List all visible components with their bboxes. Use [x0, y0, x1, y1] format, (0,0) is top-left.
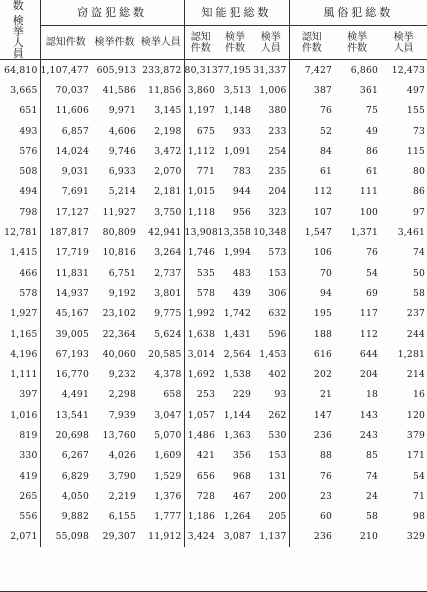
cell-intellectual-arrested: 573 — [253, 243, 289, 263]
cell-moral-arrested: 115 — [406, 145, 426, 157]
cell-intellectual-arrested: 1,006 — [253, 80, 289, 100]
cell-total-arrests: 493 — [0, 121, 40, 141]
cell-intellectual-recognized: 1,197 — [187, 105, 216, 117]
cell-total-arrests: 265 — [0, 486, 40, 506]
cell-theft-cleared: 10,816 — [102, 247, 136, 259]
cell-intellectual-recognized: 535 — [196, 267, 216, 279]
cell-moral-cleared: 112 — [359, 328, 379, 340]
header-col0-sub: 検挙人員 — [12, 14, 27, 60]
cell-intellectual-recognized: 656 — [196, 470, 216, 482]
cell-intellectual-cleared: 439 — [232, 287, 252, 299]
cell-theft-cleared: 22,364 — [102, 328, 136, 340]
cell-total-arrests: 1,016 — [0, 405, 40, 425]
cell-theft-cleared: 13,760 — [102, 429, 136, 441]
cell-intellectual-recognized: 1,186 — [187, 511, 216, 523]
cell-moral-recognized: 107 — [313, 206, 333, 218]
cell-moral-arrested: 16 — [412, 389, 426, 401]
cell-theft-recognized: 11,831 — [55, 267, 89, 279]
cell-moral-recognized: 112 — [313, 186, 333, 198]
cell-theft-cleared: 9,971 — [108, 105, 136, 117]
header-moral-recognized: 認知件数 — [289, 26, 334, 60]
header-intellectual-recognized: 認知件数 — [184, 26, 217, 60]
cell-intellectual-recognized: 1,118 — [187, 206, 216, 218]
cell-intellectual-cleared: 968 — [232, 470, 252, 482]
cell-intellectual-recognized: 771 — [196, 166, 216, 178]
cell-theft-arrested: 2,737 — [138, 263, 184, 283]
cell-moral-recognized: 147 — [313, 409, 333, 421]
cell-theft-arrested: 3,801 — [138, 283, 184, 303]
cell-intellectual-cleared: 1,148 — [223, 105, 252, 117]
cell-theft-recognized: 11,606 — [55, 105, 89, 117]
cell-theft-recognized: 16,770 — [55, 369, 89, 381]
cell-theft-arrested: 5,624 — [138, 324, 184, 344]
cell-intellectual-cleared: 1,144 — [223, 409, 252, 421]
cell-moral-cleared: 204 — [359, 369, 379, 381]
cell-intellectual-cleared: 3,513 — [223, 84, 252, 96]
cell-theft-recognized: 45,167 — [55, 308, 89, 320]
cell-moral-cleared: 24 — [365, 490, 379, 502]
cell-moral-cleared: 210 — [359, 531, 379, 543]
cell-moral-arrested: 214 — [406, 369, 426, 381]
table-row — [0, 446, 427, 466]
cell-theft-arrested: 233,872 — [138, 60, 184, 81]
header-theft-cleared: 検挙件数 — [91, 26, 138, 60]
cell-moral-cleared: 1,371 — [350, 227, 379, 239]
cell-intellectual-cleared: 1,264 — [223, 511, 252, 523]
cell-intellectual-cleared: 229 — [232, 389, 252, 401]
cell-moral-arrested: 54 — [412, 470, 426, 482]
cell-theft-recognized: 1,107,477 — [40, 64, 90, 76]
cell-theft-cleared: 9,192 — [108, 287, 136, 299]
cell-moral-cleared: 86 — [365, 145, 379, 157]
header-theft-arrested: 検挙人員 — [138, 26, 184, 60]
cell-theft-cleared: 23,102 — [102, 308, 136, 320]
cell-moral-arrested: 171 — [406, 450, 426, 462]
cell-theft-arrested: 2,181 — [138, 182, 184, 202]
cell-moral-cleared: 74 — [365, 470, 379, 482]
cell-intellectual-arrested: 233 — [253, 121, 289, 141]
cell-total-arrests: 1,111 — [0, 364, 40, 384]
table-row — [0, 324, 427, 344]
cell-intellectual-cleared: 77,195 — [217, 64, 252, 76]
cell-theft-recognized: 17,127 — [55, 206, 89, 218]
cell-intellectual-arrested: 262 — [253, 405, 289, 425]
cell-moral-arrested: 329 — [406, 531, 426, 543]
cell-theft-recognized: 67,193 — [55, 348, 89, 360]
cell-intellectual-arrested: 235 — [253, 161, 289, 181]
cell-intellectual-recognized: 3,860 — [187, 84, 216, 96]
table-row — [0, 80, 427, 100]
cell-moral-recognized: 52 — [319, 125, 333, 137]
cell-total-arrests: 576 — [0, 141, 40, 161]
cell-intellectual-arrested: 200 — [253, 486, 289, 506]
cell-moral-recognized: 195 — [313, 308, 333, 320]
cell-intellectual-cleared: 467 — [232, 490, 252, 502]
cell-total-arrests: 419 — [0, 466, 40, 486]
cell-moral-cleared: 54 — [365, 267, 379, 279]
cell-intellectual-arrested: 530 — [253, 425, 289, 445]
cell-theft-cleared: 40,060 — [102, 348, 136, 360]
cell-total-arrests: 397 — [0, 385, 40, 405]
cell-moral-cleared: 117 — [359, 308, 379, 320]
cell-theft-arrested: 658 — [138, 385, 184, 405]
cell-theft-recognized: 20,698 — [55, 429, 89, 441]
cell-theft-cleared: 4,026 — [108, 450, 136, 462]
cell-moral-recognized: 88 — [319, 450, 333, 462]
cell-moral-recognized: 76 — [319, 470, 333, 482]
cell-theft-recognized: 6,829 — [61, 470, 89, 482]
table-row — [0, 141, 427, 161]
cell-intellectual-recognized: 728 — [196, 490, 216, 502]
cell-theft-cleared: 9,232 — [108, 369, 136, 381]
cell-intellectual-arrested: 632 — [253, 304, 289, 324]
cell-intellectual-recognized: 675 — [196, 125, 216, 137]
cell-total-arrests: 1,165 — [0, 324, 40, 344]
header-intellectual-arrested: 検挙人員 — [253, 26, 289, 60]
cell-moral-recognized: 23 — [319, 490, 333, 502]
table-row — [0, 60, 427, 81]
cell-total-arrests: 64,810 — [0, 60, 40, 81]
cell-moral-arrested: 3,461 — [397, 227, 426, 239]
cell-intellectual-arrested: 402 — [253, 364, 289, 384]
table-header — [0, 0, 427, 60]
cell-moral-arrested: 98 — [412, 511, 426, 523]
cell-total-arrests: 466 — [0, 263, 40, 283]
cell-intellectual-recognized: 13,908 — [184, 227, 218, 239]
table-row — [0, 405, 427, 425]
cell-total-arrests: 494 — [0, 182, 40, 202]
cell-intellectual-arrested: 254 — [253, 141, 289, 161]
cell-intellectual-arrested: 596 — [253, 324, 289, 344]
cell-intellectual-cleared: 783 — [232, 166, 252, 178]
cell-moral-arrested: 71 — [412, 490, 426, 502]
cell-theft-recognized: 9,882 — [61, 511, 89, 523]
table-row — [0, 507, 427, 527]
table-row — [0, 283, 427, 303]
cell-total-arrests: 1,927 — [0, 304, 40, 324]
cell-intellectual-arrested: 204 — [253, 182, 289, 202]
header-intellectual-cleared: 検挙件数 — [217, 26, 253, 60]
cell-intellectual-cleared: 1,091 — [223, 145, 252, 157]
cell-theft-cleared: 6,155 — [108, 511, 136, 523]
cell-intellectual-recognized: 1,992 — [187, 308, 216, 320]
cell-intellectual-cleared: 483 — [232, 267, 252, 279]
table-row — [0, 527, 427, 547]
cell-moral-cleared: 644 — [359, 348, 379, 360]
table-row — [0, 222, 427, 242]
cell-moral-arrested: 80 — [412, 166, 426, 178]
cell-theft-recognized: 70,037 — [55, 84, 89, 96]
cell-theft-recognized: 6,267 — [61, 450, 89, 462]
table-row — [0, 101, 427, 121]
cell-theft-arrested: 3,750 — [138, 202, 184, 222]
cell-intellectual-recognized: 1,015 — [187, 186, 216, 198]
cell-theft-recognized: 6,857 — [61, 125, 89, 137]
cell-theft-arrested: 1,609 — [138, 446, 184, 466]
header-group-theft: 窃盗犯総数 — [40, 0, 184, 26]
cell-moral-arrested: 58 — [412, 287, 426, 299]
cell-theft-cleared: 605,913 — [96, 64, 136, 76]
cell-total-arrests: 798 — [0, 202, 40, 222]
cell-moral-recognized: 21 — [319, 389, 333, 401]
cell-moral-cleared: 111 — [359, 186, 379, 198]
cell-intellectual-cleared: 1,994 — [223, 247, 252, 259]
cell-theft-cleared: 9,746 — [108, 145, 136, 157]
cell-theft-arrested: 11,856 — [138, 80, 184, 100]
cell-theft-recognized: 4,050 — [61, 490, 89, 502]
cell-moral-arrested: 97 — [412, 206, 426, 218]
cell-theft-cleared: 6,751 — [108, 267, 136, 279]
cell-total-arrests: 330 — [0, 446, 40, 466]
cell-theft-arrested: 5,070 — [138, 425, 184, 445]
cell-intellectual-arrested: 1,137 — [253, 527, 289, 547]
cell-theft-recognized: 17,719 — [55, 247, 89, 259]
cell-total-arrests: 651 — [0, 101, 40, 121]
table-row — [0, 486, 427, 506]
cell-theft-arrested: 1,376 — [138, 486, 184, 506]
header-group-moral: 風俗犯総数 — [289, 0, 427, 26]
cell-total-arrests: 3,665 — [0, 80, 40, 100]
cell-intellectual-cleared: 1,363 — [223, 429, 252, 441]
table-row — [0, 182, 427, 202]
cell-moral-cleared: 69 — [365, 287, 379, 299]
cell-theft-cleared: 7,939 — [108, 409, 136, 421]
cell-theft-cleared: 4,606 — [108, 125, 136, 137]
table-row — [0, 121, 427, 141]
cell-moral-recognized: 76 — [319, 105, 333, 117]
cell-moral-cleared: 18 — [365, 389, 379, 401]
cell-moral-recognized: 61 — [319, 166, 333, 178]
cell-intellectual-recognized: 1,692 — [187, 369, 216, 381]
cell-moral-recognized: 616 — [313, 348, 333, 360]
table-row — [0, 385, 427, 405]
table-row — [0, 304, 427, 324]
cell-theft-arrested: 3,472 — [138, 141, 184, 161]
cell-theft-cleared: 5,214 — [108, 186, 136, 198]
cell-intellectual-cleared: 944 — [232, 186, 252, 198]
cell-moral-cleared: 49 — [365, 125, 379, 137]
cell-moral-arrested: 155 — [406, 105, 426, 117]
cell-theft-cleared: 3,790 — [108, 470, 136, 482]
cell-total-arrests: 12,781 — [0, 222, 40, 242]
header-moral-arrested: 検挙人員 — [380, 26, 427, 60]
cell-moral-arrested: 244 — [406, 328, 426, 340]
table-row — [0, 425, 427, 445]
cell-moral-recognized: 106 — [313, 247, 333, 259]
cell-theft-recognized: 7,691 — [61, 186, 89, 198]
cell-intellectual-arrested: 31,337 — [253, 60, 289, 81]
cell-moral-cleared: 243 — [359, 429, 379, 441]
cell-theft-recognized: 39,005 — [55, 328, 89, 340]
cell-moral-arrested: 50 — [412, 267, 426, 279]
cell-intellectual-recognized: 3,014 — [187, 348, 216, 360]
table-row — [0, 364, 427, 384]
cell-moral-arrested: 86 — [412, 186, 426, 198]
cell-intellectual-recognized: 1,112 — [187, 145, 216, 157]
cell-theft-recognized: 14,937 — [55, 287, 89, 299]
cell-moral-cleared: 61 — [365, 166, 379, 178]
cell-moral-cleared: 143 — [359, 409, 379, 421]
cell-intellectual-recognized: 421 — [196, 450, 216, 462]
cell-theft-arrested: 3,264 — [138, 243, 184, 263]
cell-intellectual-arrested: 153 — [253, 446, 289, 466]
table-body — [0, 60, 427, 548]
cell-moral-recognized: 387 — [313, 84, 333, 96]
cell-moral-cleared: 58 — [365, 511, 379, 523]
cell-moral-recognized: 94 — [319, 287, 333, 299]
cell-intellectual-arrested: 93 — [253, 385, 289, 405]
cell-moral-cleared: 76 — [365, 247, 379, 259]
cell-total-arrests: 508 — [0, 161, 40, 181]
cell-moral-cleared: 100 — [359, 206, 379, 218]
table-row — [0, 466, 427, 486]
cell-moral-recognized: 7,427 — [304, 64, 333, 76]
cell-intellectual-arrested: 153 — [253, 263, 289, 283]
cell-intellectual-recognized: 253 — [196, 389, 216, 401]
cell-theft-arrested: 2,070 — [138, 161, 184, 181]
table-row — [0, 243, 427, 263]
cell-moral-arrested: 497 — [406, 84, 426, 96]
cell-intellectual-cleared: 956 — [232, 206, 252, 218]
cell-moral-arrested: 120 — [406, 409, 426, 421]
cell-intellectual-recognized: 1,486 — [187, 429, 216, 441]
cell-moral-arrested: 73 — [412, 125, 426, 137]
cell-intellectual-cleared: 3,087 — [223, 531, 252, 543]
cell-theft-recognized: 9,031 — [61, 166, 89, 178]
cell-moral-recognized: 60 — [319, 511, 333, 523]
cell-theft-arrested: 1,529 — [138, 466, 184, 486]
cell-moral-arrested: 237 — [406, 308, 426, 320]
cell-theft-recognized: 55,098 — [55, 531, 89, 543]
header-col0-top: 数 — [12, 0, 27, 12]
cell-theft-cleared: 29,307 — [102, 531, 136, 543]
cell-moral-recognized: 188 — [313, 328, 333, 340]
cell-moral-arrested: 1,281 — [397, 348, 426, 360]
header-moral-cleared: 検挙件数 — [334, 26, 380, 60]
cell-theft-cleared: 41,586 — [102, 84, 136, 96]
table-row — [0, 161, 427, 181]
cell-theft-arrested: 20,585 — [138, 344, 184, 364]
cell-intellectual-cleared: 356 — [232, 450, 252, 462]
cell-moral-recognized: 202 — [313, 369, 333, 381]
cell-moral-arrested: 12,473 — [391, 64, 426, 76]
cell-moral-recognized: 70 — [319, 267, 333, 279]
cell-total-arrests: 556 — [0, 507, 40, 527]
cell-intellectual-recognized: 578 — [196, 287, 216, 299]
cell-intellectual-arrested: 323 — [253, 202, 289, 222]
cell-theft-arrested: 9,775 — [138, 304, 184, 324]
cell-moral-cleared: 75 — [365, 105, 379, 117]
cell-intellectual-arrested: 306 — [253, 283, 289, 303]
cell-moral-recognized: 1,547 — [304, 227, 333, 239]
cell-intellectual-recognized: 80,313 — [184, 64, 218, 76]
cell-intellectual-arrested: 205 — [253, 507, 289, 527]
table-row — [0, 263, 427, 283]
cell-moral-arrested: 379 — [406, 429, 426, 441]
cell-intellectual-arrested: 1,453 — [253, 344, 289, 364]
cell-intellectual-cleared: 13,358 — [217, 227, 252, 239]
cell-total-arrests: 2,071 — [0, 527, 40, 547]
cell-intellectual-arrested: 131 — [253, 466, 289, 486]
cell-theft-recognized: 4,491 — [61, 389, 89, 401]
cell-moral-cleared: 85 — [365, 450, 379, 462]
header-theft-recognized: 認知件数 — [40, 26, 91, 60]
cell-moral-recognized: 84 — [319, 145, 333, 157]
cell-total-arrests: 1,415 — [0, 243, 40, 263]
table-row — [0, 202, 427, 222]
cell-intellectual-arrested: 380 — [253, 101, 289, 121]
cell-theft-arrested: 11,912 — [138, 527, 184, 547]
cell-moral-cleared: 361 — [359, 84, 379, 96]
cell-theft-arrested: 2,198 — [138, 121, 184, 141]
cell-theft-recognized: 14,024 — [55, 145, 89, 157]
cell-intellectual-cleared: 1,742 — [223, 308, 252, 320]
cell-theft-cleared: 80,809 — [102, 227, 136, 239]
cell-moral-recognized: 236 — [313, 429, 333, 441]
cell-total-arrests: 819 — [0, 425, 40, 445]
cell-theft-arrested: 3,047 — [138, 405, 184, 425]
header-total-arrests — [0, 0, 40, 60]
cell-intellectual-cleared: 1,431 — [223, 328, 252, 340]
cell-moral-recognized: 236 — [313, 531, 333, 543]
cell-intellectual-recognized: 1,638 — [187, 328, 216, 340]
cell-intellectual-recognized: 1,057 — [187, 409, 216, 421]
cell-theft-arrested: 1,777 — [138, 507, 184, 527]
cell-theft-cleared: 6,933 — [108, 166, 136, 178]
cell-theft-cleared: 11,927 — [102, 206, 136, 218]
table-row — [0, 344, 427, 364]
cell-theft-cleared: 2,298 — [108, 389, 136, 401]
cell-intellectual-cleared: 2,564 — [223, 348, 252, 360]
header-group-intellectual: 知能犯総数 — [184, 0, 289, 26]
cell-moral-cleared: 6,860 — [350, 64, 379, 76]
cell-theft-cleared: 2,219 — [108, 490, 136, 502]
cell-theft-arrested: 3,145 — [138, 101, 184, 121]
cell-intellectual-cleared: 1,538 — [223, 369, 252, 381]
cell-total-arrests: 578 — [0, 283, 40, 303]
cell-intellectual-arrested: 10,348 — [253, 222, 289, 242]
cell-intellectual-recognized: 1,746 — [187, 247, 216, 259]
cell-theft-recognized: 187,817 — [49, 227, 89, 239]
cell-theft-arrested: 4,378 — [138, 364, 184, 384]
cell-total-arrests: 4,196 — [0, 344, 40, 364]
cell-intellectual-recognized: 3,424 — [187, 531, 216, 543]
cell-theft-recognized: 13,541 — [55, 409, 89, 421]
cell-intellectual-cleared: 933 — [232, 125, 252, 137]
cell-theft-arrested: 42,941 — [138, 222, 184, 242]
cell-moral-arrested: 74 — [412, 247, 426, 259]
